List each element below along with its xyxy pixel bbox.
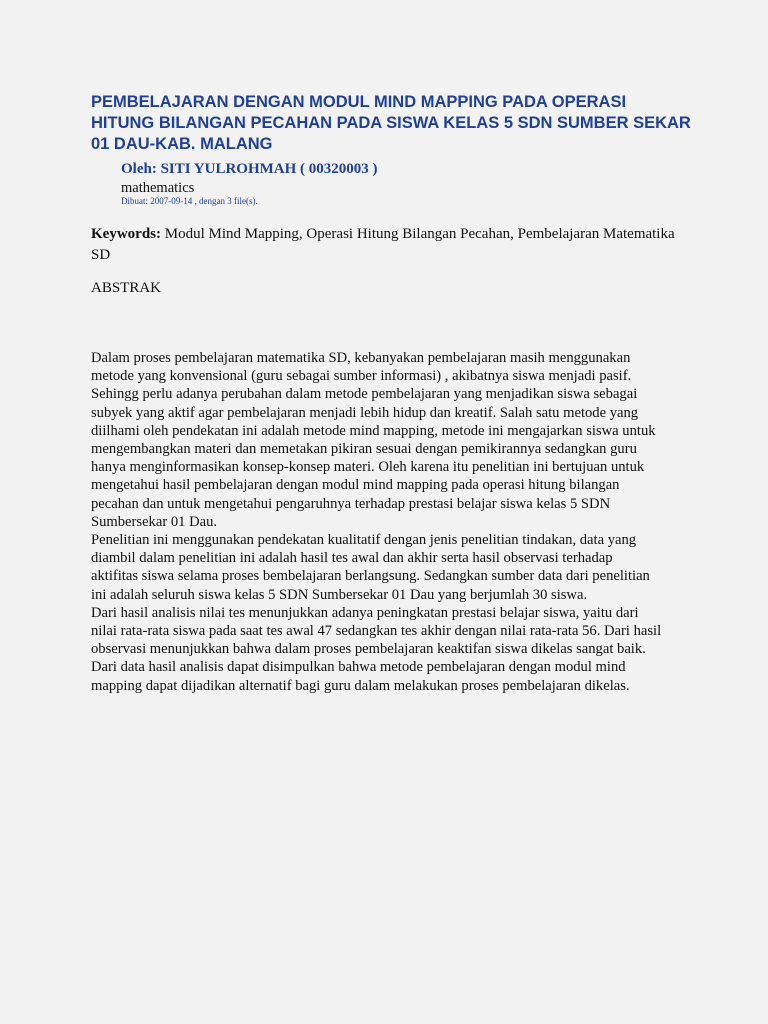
abstract-paragraph: Penelitian ini menggunakan pendekatan kualitatif dengan jenis penelitian tindakan, data yang diambil dalam penelitian ini adalah hasil tes awal dan akhir serta hasil observasi terhadap aktifitas siswa selama proses bembelajaran berlangsung. Sedangkan sumber data dari penelitian ini adalah seluruh siswa kelas 5 SDN Sumbersekar 01 Dau yang berjumlah 30 siswa. (91, 532, 650, 603)
abstract-paragraph: Dari hasil analisis nilai tes menunjukkan adanya peningkatan prestasi belajar siswa, yaitu dari nilai rata-rata siswa pada saat tes awal 47 sedangkan tes akhir dengan nilai rata-rata 56. Dari hasil observasi menunjukkan bahwa dalam proses pembelajaran keaktifan siswa dikelas sangat baik. (91, 604, 662, 658)
abstract-heading: ABSTRAK (91, 280, 162, 296)
document-title: PEMBELAJARAN DENGAN MODUL MIND MAPPING PADA OPERASI HITUNG BILANGAN PECAHAN PADA SISWA KELAS 5 SDN SUMBER SEKAR 01 DAU-KAB. MALANG (91, 93, 691, 153)
abstract-paragraph: Dalam proses pembelajaran matematika SD, kebanyakan pembelajaran masih menggunakan metode yang konvensional (guru sebagai sumber informasi) , akibatnya siswa menjadi pasif. Sehingg perlu adanya perubahan dalam metode pembelajaran yang menjadikan siswa sebagai subyek yang aktif agar pembelajaran menjadi lebih hidup dan kreatif. Salah satu metode yang diilhami oleh pendekatan ini adalah metode mind mapping, metode ini mengajarkan siswa untuk mengembangkan materi dan memetakan pikiran sesuai dengan pemikirannya sedangkan guru hanya menginformasikan konsep-konsep materi. Oleh karena itu penelitian ini bertujuan untuk mengetahui hasil pembelajaran dengan modul mind mapping pada operasi hitung bilangan pecahan dan untuk mengetahui pengaruhnya terhadap prestasi belajar siswa kelas 5 SDN Sumbersekar 01 Dau. (91, 350, 656, 530)
created-date: Dibuat: 2007-09-14 , dengan 3 file(s). (121, 196, 258, 206)
subject-category: mathematics (121, 180, 195, 196)
author-byline: Oleh: SITI YULROHMAH ( 00320003 ) (121, 161, 378, 177)
keywords-text: Modul Mind Mapping, Operasi Hitung Bilangan Pecahan, Pembelajaran Matematika SD (91, 226, 675, 263)
keywords-line (91, 224, 691, 266)
abstract-paragraph: Dari data hasil analisis dapat disimpulkan bahwa metode pembelajaran dengan modul mind mapping dapat dijadikan alternatif bagi guru dalam melakukan proses pembelajaran dikelas. (91, 659, 630, 694)
abstract-body (91, 349, 663, 695)
keywords-label: Keywords: (91, 226, 161, 242)
